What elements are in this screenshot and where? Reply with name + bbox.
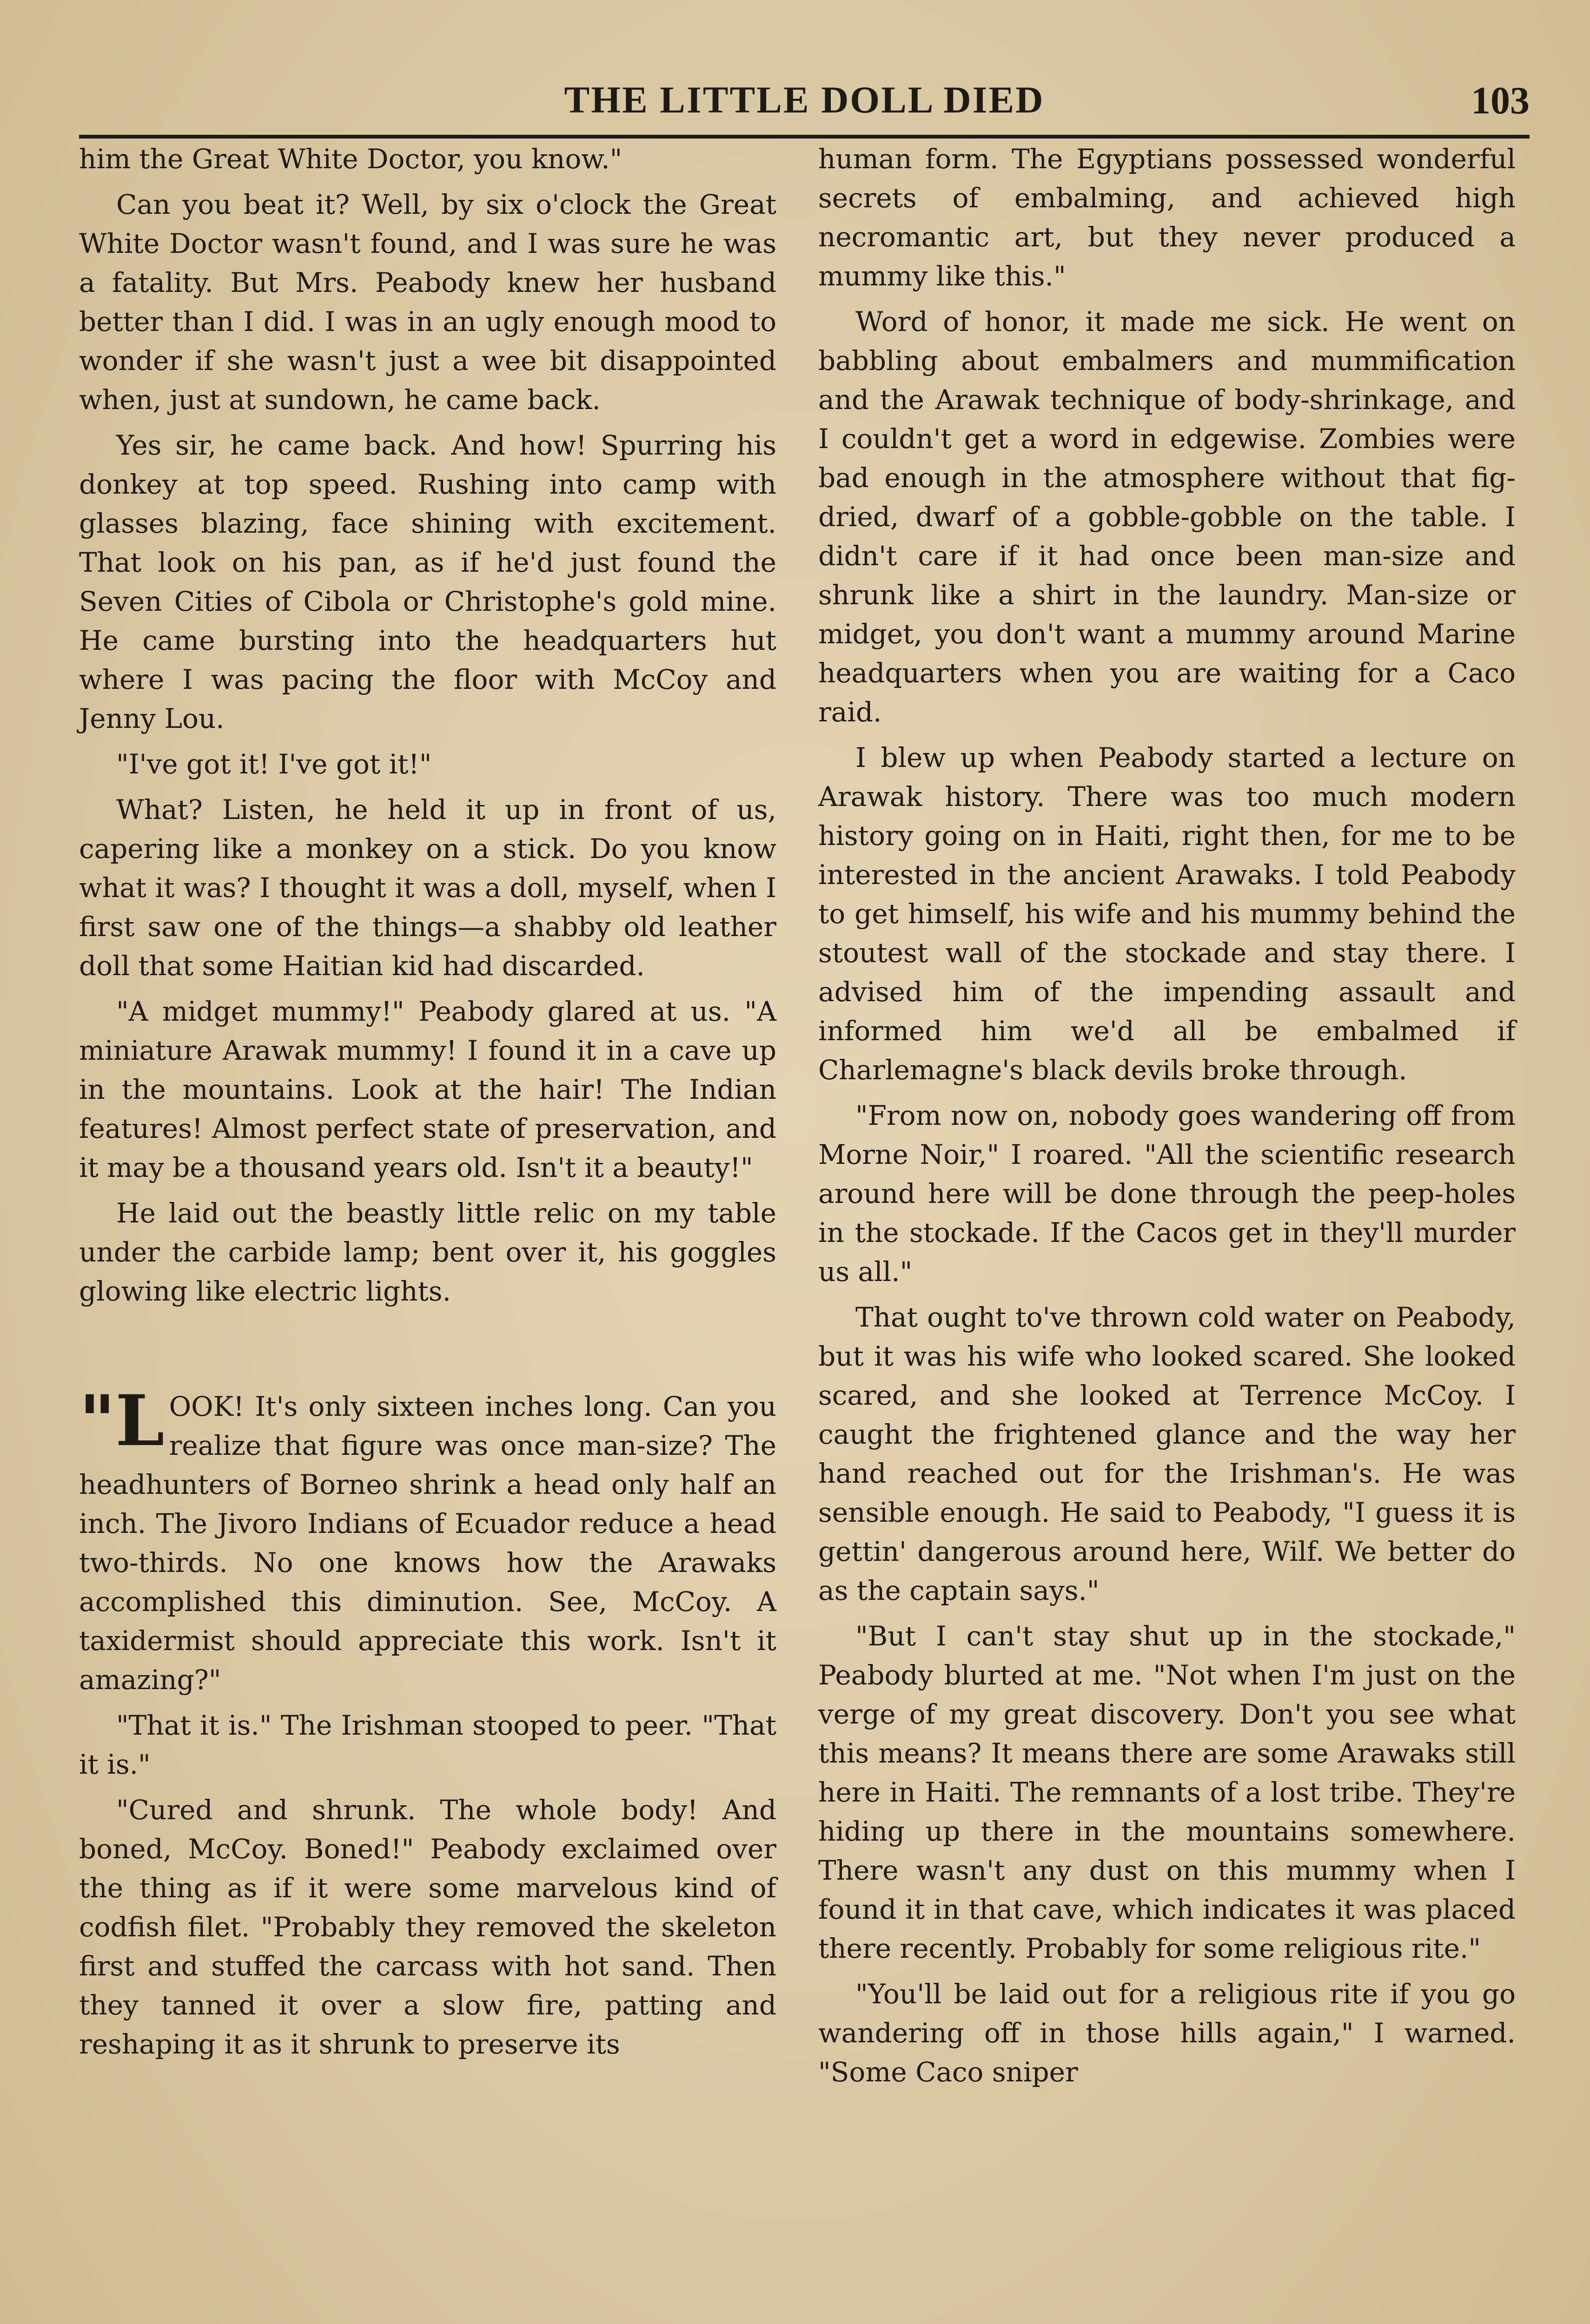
- page-number: 103: [1471, 79, 1530, 122]
- paragraph: "But I can't stay shut up in the stockade," Peabody blurted at me. "Not when I'm just on the verge of my great discovery. Don't you see what this means? It means there are some Arawaks still here in Haiti. The remnants of a lost tribe. They're hiding up there in the mountains somewhere. There wasn't any dust on this mummy when I found it in that cave, which indicates it was placed there recently. Probably for some religious rite.": [818, 1620, 1516, 1964]
- left-column: [79, 139, 776, 2324]
- paragraph: That ought to've thrown cold water on Peabody, but it was his wife who looked scared. She looked scared, and she looked at Terrence McCoy. I caught the frightened glance and the way her hand reached out for the Irishman's. He was sensible enough. He said to Peabody, "I guess it is gettin' dangerous around here, Wilf. We better do as the captain says.": [818, 1301, 1516, 1606]
- paragraph: Can you beat it? Well, by six o'clock the Great White Doctor wasn't found, and I was sure he was a fatality. But Mrs. Peabody knew her husband better than I did. I was in an ugly enough mood to wonder if she wasn't just a wee bit disappointed when, just at sundown, he came back.: [79, 189, 776, 416]
- section-opening-paragraph: [79, 1380, 776, 1699]
- paragraph: "I've got it! I've got it!": [116, 748, 432, 780]
- right-column: [818, 139, 1516, 2324]
- running-title: THE LITTLE DOLL DIED: [564, 79, 1045, 121]
- paragraph: human form. The Egyptians possessed wonderful secrets of embalming, and achieved high necromantic art, but they never produced a mummy like this.": [818, 143, 1516, 292]
- paragraph: "That it is." The Irishman stooped to peer. "That it is.": [79, 1710, 776, 1780]
- paragraph: He laid out the beastly little relic on my table under the carbide lamp; bent over it, his goggles glowing like electric lights.: [79, 1197, 776, 1307]
- section-opening-text: OOK! It's only sixteen inches long. Can you realize that figure was once man-size? The headhunters of Borneo shrink a head only half an inch. The Jivoro Indians of Ecuador reduce a head two-thirds. No one knows how the Arawaks accomplished this diminution. See, McCoy. A taxidermist should appreciate this work. Isn't it amazing?": [79, 1391, 776, 1696]
- paragraph: "You'll be laid out for a religious rite if you go wandering off in those hills again," I warned. "Some Caco sniper: [818, 1978, 1516, 2088]
- drop-cap: "L: [79, 1380, 165, 1462]
- running-head: [79, 70, 1530, 139]
- paragraph: Yes sir, he came back. And how! Spurring his donkey at top speed. Rushing into camp with glasses blazing, face shining with excitement. That look on his pan, as if he'd just found the Seven Cities of Cibola or Christophe's gold mine. He came bursting into the headquarters hut where I was pacing the floor with McCoy and Jenny Lou.: [79, 429, 776, 734]
- paragraph: "A midget mummy!" Peabody glared at us. "A miniature Arawak mummy! I found it in a cave up in the mountains. Look at the hair! The Indian features! Almost perfect state of preservation, and it may be a thousand years old. Isn't it a beauty!": [79, 996, 776, 1183]
- paragraph: "From now on, nobody goes wandering off from Morne Noir," I roared. "All the scientific research around here will be done through the peep-holes in the stockade. If the Cacos get in they'll murder us all.": [818, 1100, 1516, 1287]
- paragraph: "Cured and shrunk. The whole body! And boned, McCoy. Boned!" Peabody exclaimed over the thing as if it were some marvelous kind of codfish filet. "Probably they removed the skeleton first and stuffed the carcass with hot sand. Then they tanned it over a slow fire, patting and reshaping it as it shrunk to preserve its: [79, 1794, 776, 2060]
- paragraph: Word of honor, it made me sick. He went on babbling about embalmers and mummification and the Arawak technique of body-shrinkage, and I couldn't get a word in edgewise. Zombies were bad enough in the atmosphere without that fig-dried, dwarf of a gobble-gobble on the table. I didn't care if it had once been man-size and shrunk like a shirt in the laundry. Man-size or midget, you don't want a mummy around Marine headquarters when you are waiting for a Caco raid.: [818, 306, 1516, 728]
- paragraph: him the Great White Doctor, you know.": [79, 143, 623, 175]
- paragraph: I blew up when Peabody started a lecture on Arawak history. There was too much modern history going on in Haiti, right then, for me to be interested in the ancient Arawaks. I told Peabody to get himself, his wife and his mummy behind the stoutest wall of the stockade and stay there. I advised him of the impending assault and informed him we'd all be embalmed if Charlemagne's black devils broke through.: [818, 742, 1516, 1086]
- section-break: [79, 1317, 776, 1387]
- paragraph: What? Listen, he held it up in front of us, capering like a monkey on a stick. Do you know what it was? I thought it was a doll, myself, when I first saw one of the things—a shabby old leather doll that some Haitian kid had discarded.: [79, 794, 776, 982]
